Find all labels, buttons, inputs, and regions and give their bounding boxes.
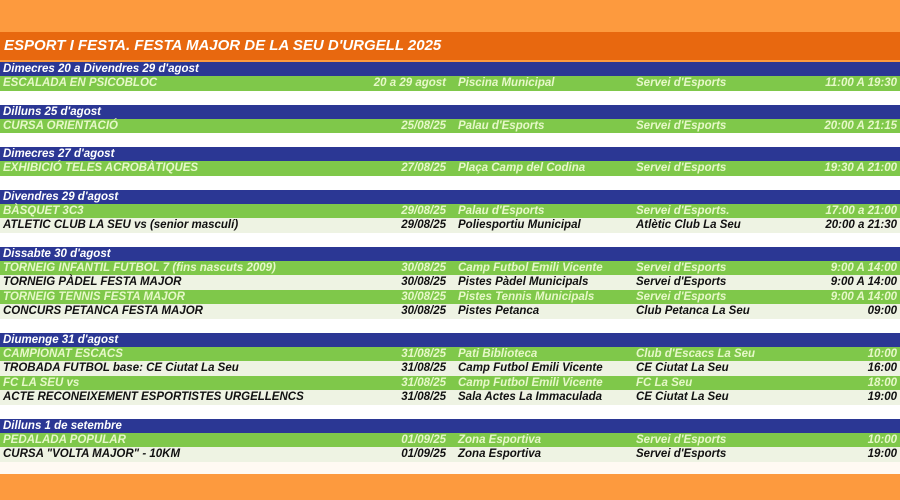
event-date: 31/08/25 (401, 376, 446, 389)
event-activity: PEDALADA POPULAR (3, 433, 126, 446)
event-date: 31/08/25 (401, 391, 446, 403)
event-row (0, 376, 900, 391)
event-date: 30/08/25 (401, 276, 446, 288)
event-date: 01/09/25 (401, 448, 446, 460)
event-date: 01/09/25 (401, 433, 446, 446)
event-place: Camp Futbol Emili Vicente (458, 261, 603, 274)
event-place: Plaça Camp del Codina (458, 162, 586, 174)
day-header: Divendres 29 d'agost (0, 190, 900, 204)
event-organizer: Servei d'Esports (636, 448, 727, 460)
event-time: 19:00 (867, 448, 897, 460)
day-header: Dimecres 27 d'agost (0, 147, 900, 161)
row-spacer (0, 91, 900, 105)
event-organizer: Atlètic Club La Seu (636, 219, 741, 231)
event-place: Zona Esportiva (458, 448, 542, 460)
row-spacer (0, 405, 900, 419)
event-time: 9:00 A 14:00 (830, 261, 897, 274)
event-row (0, 261, 900, 276)
event-row (0, 76, 900, 91)
event-date: 29/08/25 (401, 204, 446, 217)
event-place: Pati Biblioteca (458, 347, 538, 360)
event-place: Camp Futbol Emili Vicente (458, 376, 603, 389)
event-date: 31/08/25 (401, 362, 446, 374)
event-organizer: Servei d'Esports. (636, 204, 730, 217)
event-place: Pistes Tennis Municipals (458, 290, 595, 303)
row-spacer (0, 133, 900, 147)
day-header: Dilluns 1 de setembre (0, 419, 900, 433)
event-time: 19:00 (867, 391, 897, 403)
event-place: Pistes Petanca (458, 305, 540, 317)
event-row (0, 290, 900, 305)
event-row (0, 218, 900, 233)
event-place: Pistes Pàdel Municipals (458, 276, 589, 288)
event-activity: BÀSQUET 3C3 (3, 204, 84, 217)
day-header: Dimecres 20 a Divendres 29 d'agost (0, 62, 900, 76)
event-organizer: Servei d'Esports (636, 77, 727, 89)
event-activity: ACTE RECONEIXEMENT ESPORTISTES URGELLENCS (3, 391, 304, 403)
event-row (0, 361, 900, 376)
event-organizer: Club d'Escacs La Seu (636, 347, 756, 360)
row-spacer (0, 319, 900, 333)
event-organizer: Servei d'Esports (636, 433, 727, 446)
event-time: 19:30 A 21:00 (824, 162, 897, 174)
event-row (0, 119, 900, 134)
event-row (0, 433, 900, 448)
event-time: 9:00 A 14:00 (830, 290, 897, 303)
event-organizer: CE Ciutat La Seu (636, 362, 729, 374)
event-date: 27/08/25 (401, 162, 446, 174)
row-spacer (0, 462, 900, 474)
event-activity: ATLETIC CLUB LA SEU vs (senior masculí) (3, 219, 239, 231)
event-time: 09:00 (867, 305, 897, 317)
event-organizer: Servei d'Esports (636, 290, 727, 303)
event-organizer: FC La Seu (636, 376, 693, 389)
event-time: 9:00 A 14:00 (830, 276, 897, 288)
event-activity: FC LA SEU vs (3, 376, 80, 389)
event-organizer: Servei d'Esports (636, 276, 727, 288)
event-activity: CONCURS PETANCA FESTA MAJOR (3, 305, 203, 317)
event-place: Zona Esportiva (458, 433, 542, 446)
event-place: Sala Actes La Immaculada (458, 391, 603, 403)
event-activity: TORNEIG TENNIS FESTA MAJOR (3, 290, 185, 303)
event-row (0, 304, 900, 319)
event-row (0, 390, 900, 405)
day-header: Dissabte 30 d'agost (0, 247, 900, 261)
event-row (0, 447, 900, 462)
row-spacer (0, 176, 900, 190)
row-spacer (0, 233, 900, 247)
event-activity: TROBADA FUTBOL base: CE Ciutat La Seu (3, 362, 239, 374)
event-activity: CAMPIONAT ESCACS (3, 347, 123, 360)
day-header: Dilluns 25 d'agost (0, 105, 900, 119)
event-place: Camp Futbol Emili Vicente (458, 362, 603, 374)
event-date: 25/08/25 (401, 119, 446, 132)
event-organizer: Servei d'Esports (636, 261, 727, 274)
event-row (0, 275, 900, 290)
event-date: 29/08/25 (401, 219, 446, 231)
event-place: Piscina Municipal (458, 77, 555, 89)
event-row (0, 347, 900, 362)
event-date: 31/08/25 (401, 347, 446, 360)
event-place: Palau d'Esports (458, 204, 545, 217)
day-header: Diumenge 31 d'agost (0, 333, 900, 347)
event-date: 30/08/25 (401, 261, 446, 274)
event-activity: CURSA "VOLTA MAJOR" - 10KM (3, 448, 181, 460)
event-time: 20:00 A 21:15 (824, 119, 897, 132)
event-time: 11:00 A 19:30 (825, 77, 897, 89)
event-activity: CURSA ORIENTACIÓ (3, 119, 118, 132)
event-date: 20 a 29 agost (373, 77, 446, 89)
event-time: 16:00 (867, 362, 897, 374)
event-organizer: Servei d'Esports (636, 119, 727, 132)
page-title: ESPORT I FESTA. FESTA MAJOR DE LA SEU D'URGELL 2025 (0, 32, 900, 60)
event-activity: ESCALADA EN PSICOBLOC (3, 77, 158, 89)
event-row (0, 204, 900, 219)
event-activity: TORNEIG INFANTIL FUTBOL 7 (fins nascuts 2009) (3, 261, 276, 274)
event-place: Poliesportiu Municipal (458, 219, 581, 231)
event-date: 30/08/25 (401, 290, 446, 303)
event-activity: TORNEIG PÀDEL FESTA MAJOR (3, 276, 182, 288)
event-date: 30/08/25 (401, 305, 446, 317)
event-organizer: Club Petanca La Seu (636, 305, 750, 317)
event-time: 20:00 a 21:30 (825, 219, 897, 231)
schedule-table (0, 62, 900, 474)
event-organizer: Servei d'Esports (636, 162, 727, 174)
event-time: 10:00 (867, 433, 897, 446)
event-row (0, 161, 900, 176)
event-organizer: CE Ciutat La Seu (636, 391, 729, 403)
event-time: 18:00 (867, 376, 897, 389)
event-time: 17:00 a 21:00 (825, 204, 897, 217)
event-place: Palau d'Esports (458, 119, 545, 132)
event-time: 10:00 (867, 347, 897, 360)
event-activity: EXHIBICIÓ TELES ACROBÀTIQUES (3, 162, 199, 174)
